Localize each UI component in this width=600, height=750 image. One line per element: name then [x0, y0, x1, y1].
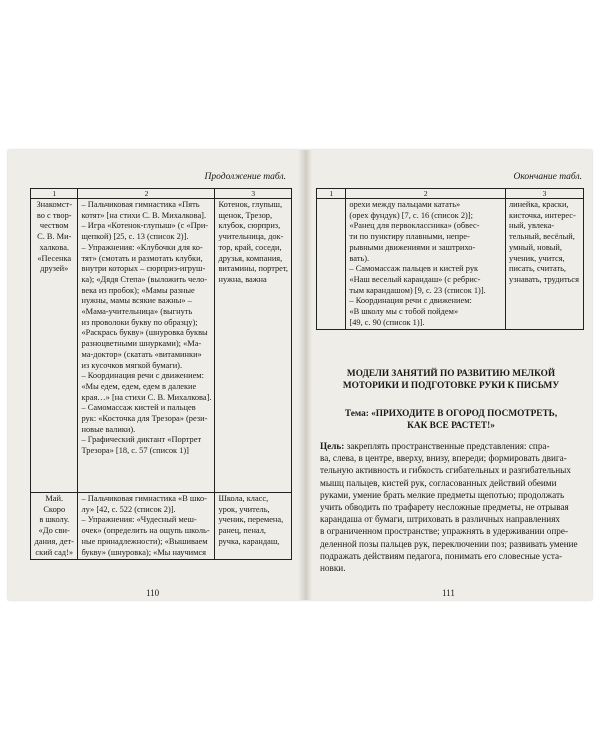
text-line: «В школу мы с тобой пойдем» [349, 307, 459, 317]
text-line: – Упражнения: «Чудесный меш- [81, 515, 197, 525]
text-line: Знакомст- [36, 200, 73, 209]
text-line: Трезора» [18, с. 57 (список 1)] [81, 446, 189, 456]
text-line: края…» [на стихи С. В. Михалкова]. [81, 392, 212, 402]
text-line: ные принадлежности); «Вышиваем [81, 536, 208, 546]
text-line: халкова. [39, 242, 70, 252]
text-line: «Раскрась букву» (шнуровка буквы [81, 328, 208, 338]
text-line: ва, слева, в центре, вверху, внизу, впереди; формировать двига- [320, 453, 567, 464]
left-page [8, 150, 300, 600]
exercises-cell [346, 199, 506, 330]
text-line: котят» [на стихи С. В. Михалкова]. [81, 210, 207, 220]
text-line: учительница, док- [218, 232, 284, 242]
text-line: разноцветными шнурками); «Ма- [81, 339, 202, 349]
text-line: – Пальчиковая гимнастика «В шко- [81, 494, 207, 503]
text-line: лу» [42, с. 522 (список 2)]. [81, 504, 176, 514]
text-line: [49, с. 90 (список 1)]. [349, 317, 425, 327]
text-line: витамины, портрет, [218, 264, 288, 274]
text-line: ти по пунктиру плавными, непре- [349, 232, 470, 242]
lesson-table [316, 188, 584, 330]
section-heading [310, 368, 592, 392]
text-line: линейка, краски, [509, 200, 569, 209]
table-header-row [317, 189, 584, 199]
text-line: «Ранец для первоклассника» (обвес- [349, 221, 480, 231]
text-line: «Мы едем, едем, едем в далекие [81, 381, 197, 391]
text-line: писать, считать, [509, 264, 567, 274]
text-line: Скоро [43, 504, 66, 514]
text-line: ский сад!» [35, 547, 74, 557]
text-line: КАК ВСЕ РАСТЕТ!» [407, 421, 495, 431]
text-line: – Координация речи с движением: [81, 371, 204, 381]
text-line: ручка, карандаш, [218, 536, 280, 546]
text-line: дания, дет- [34, 536, 74, 546]
text-line: вать). [349, 253, 370, 263]
text-line: Школа, класс, [218, 494, 269, 503]
running-head: Окончание табл. [513, 172, 582, 182]
goal-first-line [320, 440, 586, 452]
text-line: новки. [320, 563, 346, 574]
text-line: друзей» [40, 264, 69, 274]
header-cell: 1 [317, 189, 346, 199]
text-line: чеством [39, 221, 69, 231]
theme-heading [310, 408, 592, 432]
text-line: внутри которых – сюрприз-игруш- [81, 264, 206, 274]
text-line: друзья, компания, [218, 253, 283, 263]
header-cell: 3 [215, 189, 292, 199]
text-line: – Графический диктант «Портрет [81, 435, 202, 445]
text-line: МОДЕЛИ ЗАНЯТИЙ ПО РАЗВИТИЮ МЕЛКОЙ [346, 369, 556, 379]
text-line: «До сви- [38, 526, 70, 536]
theme-cell [31, 493, 78, 560]
page-number: 111 [442, 588, 455, 598]
text-line: «Мама-учительница» (выгнуть [81, 307, 193, 317]
text-line: деленной позы пальцев рук, переключении поз; развивать умение [320, 538, 578, 549]
goal-text: закреплять пространственные представления: спра- [346, 441, 550, 451]
exercises-cell [78, 199, 215, 493]
exercises-cell [78, 493, 215, 560]
text-line: во с твор- [36, 210, 72, 220]
goal-label: Цель: [320, 441, 345, 451]
text-line: кисточка, интерес- [509, 210, 576, 220]
text-line: мышц пальцев, кистей рук, согласованных действий обеими [320, 477, 557, 488]
text-line: букву» (шнуровка); «Мы научимся [81, 547, 207, 557]
text-line: подражать действиям педагога, понимать его словесные уста- [320, 550, 563, 561]
text-line: ранец, пенал, [218, 526, 266, 536]
text-line: из проволоки букву по образцу); [81, 317, 198, 327]
text-line: тельный, весёлый, [509, 232, 575, 242]
header-cell: 1 [31, 189, 78, 199]
header-cell: 2 [346, 189, 506, 199]
text-line: МОТОРИКИ И ПОДГОТОВКЕ РУКИ К ПИСЬМУ [342, 381, 560, 391]
text-line: тельную активность и гибкость сгибательных и разгибательных [320, 465, 571, 476]
header-cell: 3 [506, 189, 584, 199]
text-line: учить обводить по трафарету несложные предметы, не отрывая [320, 502, 569, 513]
text-line: из кусочков мягкой бумаги). [81, 360, 183, 370]
text-line: умный, новый, [509, 242, 562, 252]
book-spread [8, 150, 592, 600]
text-line: нужна, важна [218, 274, 267, 284]
goal-paragraph [320, 440, 586, 574]
vocabulary-cell [215, 493, 292, 560]
text-line: ма-доктор» (скатать «витаминки» [81, 349, 202, 359]
text-line: «Песенка [37, 253, 72, 263]
text-line: рывными движениями и заштрихо- [349, 242, 476, 252]
running-head: Продолжение табл. [204, 172, 286, 182]
text-line: щепкой) [25, с. 13 (список 2)]. [81, 232, 189, 242]
text-line: щенок, Трезор, [218, 210, 273, 220]
text-line: С. В. Ми- [37, 232, 72, 242]
lesson-table [30, 188, 292, 560]
text-line: ученик, перемена, [218, 515, 284, 525]
text-line: очек» (определить на ощупь школь- [81, 526, 210, 536]
goal-rest [320, 452, 586, 574]
header-cell: 2 [78, 189, 215, 199]
text-line: – Самомассаж пальцев и кистей рук [349, 264, 479, 274]
text-line: ный, увлека- [509, 221, 555, 231]
text-line: Май. [45, 494, 64, 503]
text-line: века из пробок); «Мамы разные [81, 285, 195, 295]
vocabulary-cell [215, 199, 292, 493]
text-line: тят» (смотать и размотать клубки, [81, 253, 203, 263]
table-row [317, 199, 584, 330]
page-number: 110 [146, 588, 160, 598]
theme-cell [317, 199, 346, 330]
text-line: новые валики). [81, 424, 136, 434]
text-line: тор, край, соседи, [218, 242, 282, 252]
text-line: орехи между пальцами катать» [349, 200, 461, 209]
text-line: рук: «Косточка для Трезора» (рези- [81, 414, 208, 424]
text-line: тым карандашом) [9, с. 23 (список 1)]. [349, 285, 486, 295]
text-line: – Упражнения: «Клубочки для ко- [81, 242, 203, 252]
text-line: клубок, сюрприз, [218, 221, 281, 231]
table-row [31, 493, 292, 560]
text-line: – Координация речи с движением: [349, 296, 472, 306]
text-line: руками, умение брать мелкие предметы щепотью; продолжать [320, 489, 565, 500]
text-line: Тема: «ПРИХОДИТЕ В ОГОРОД ПОСМОТРЕТЬ, [344, 409, 558, 419]
table-header-row [31, 189, 292, 199]
theme-cell [31, 199, 78, 493]
text-line: Котенок, глупыш, [218, 200, 283, 209]
text-line: нужны, мамы всякие важны» – [81, 296, 192, 306]
text-line: «Наш веселый карандаш» (с ребрис- [349, 274, 481, 284]
text-line: в ограниченном пространстве; упражнять в удерживании опре- [320, 526, 569, 537]
text-line: – Самомассаж кистей и пальцев [81, 403, 196, 413]
right-page [310, 150, 592, 600]
text-line: – Игра «Котенок-глупыш» (с «При- [81, 221, 209, 231]
vocabulary-cell [506, 199, 584, 330]
text-line: карандаша от бумаги, штриховать в различных направлениях [320, 514, 561, 525]
text-line: в школу. [39, 515, 70, 525]
text-line: узнавать, трудиться [509, 274, 579, 284]
text-line: – Пальчиковая гимнастика «Пять [81, 200, 200, 209]
table-row [31, 199, 292, 493]
text-line: ученик, учится, [509, 253, 565, 263]
text-line: (орех фундук) [7, с. 16 (список 2)]; [349, 210, 473, 220]
text-line: урок, учитель, [218, 504, 270, 514]
text-line: ка); «Дядя Степа» (выложить чело- [81, 274, 208, 284]
